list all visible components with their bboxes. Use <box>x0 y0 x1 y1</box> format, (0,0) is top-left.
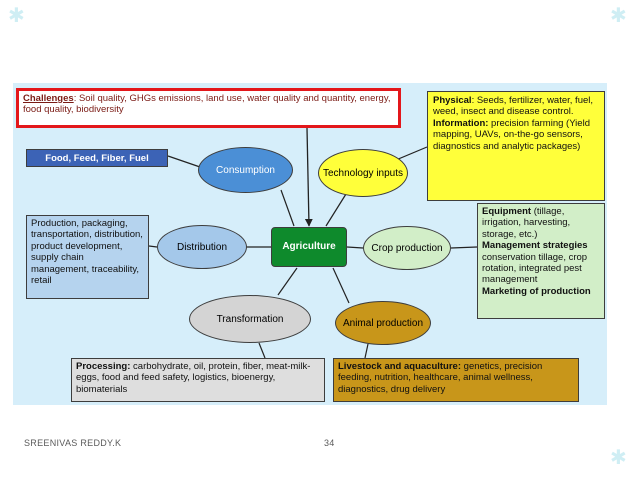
agriculture-node: Agriculture <box>271 227 347 267</box>
livestock-box <box>333 358 579 402</box>
corner-star-bottom-right: ✱ <box>610 447 627 469</box>
challenges-box <box>16 88 401 128</box>
line-animal-to-livestock <box>365 344 368 358</box>
processing-label: Processing: <box>76 361 131 372</box>
animal-node: Animal production <box>335 301 431 345</box>
challenges-text: : Soil quality, GHGs emissions, land use, water quality and quantity, energy, food quality, biodiversity <box>23 93 391 116</box>
line-agriculture-to-crop <box>347 247 363 248</box>
marketing-label: Marketing of production <box>482 285 591 297</box>
management-label: Management strategies <box>482 240 588 252</box>
information-text: precision farming (Yield mapping, UAVs, on-the-go sensors, diagnostics and analytic packages) <box>433 117 590 152</box>
livestock-label: Livestock and aquaculture: <box>338 361 462 372</box>
footer-author: SREENIVAS REDDY.K <box>24 438 122 448</box>
diagram-panel <box>13 83 607 405</box>
management-text: conservation tillage, crop rotation, integrated pest management <box>482 251 588 286</box>
distribution-node: Distribution <box>157 225 247 269</box>
equipment-label: Equipment <box>482 206 532 217</box>
corner-star-top-left: ✱ <box>8 5 25 27</box>
consumption-node: Consumption <box>198 147 293 193</box>
line-consumption-to-agriculture <box>281 190 294 226</box>
line-food-to-consumption <box>168 156 200 167</box>
crop-box <box>477 203 605 319</box>
challenges-label: Challenges <box>23 93 74 104</box>
line-distribution-box-to-oval <box>149 246 157 247</box>
physical-box <box>427 91 605 201</box>
physical-label: Physical <box>433 95 472 106</box>
food-feed-box: Food, Feed, Fiber, Fuel <box>26 149 168 167</box>
livestock-text: genetics, precision feeding, nutrition, healthcare, animal wellness, diagnostics, drug delivery <box>338 361 543 395</box>
line-technology-to-agriculture <box>326 194 346 226</box>
footer-page-number: 34 <box>324 438 335 448</box>
line-agriculture-to-animal <box>333 268 349 303</box>
line-crop-to-equipment-box <box>451 247 477 248</box>
processing-box <box>71 358 325 402</box>
distribution-box: Production, packaging, transportation, distribution, product development, supply chain management, traceability, retail <box>26 215 149 299</box>
information-label: Information: <box>433 117 489 129</box>
equipment-text: (tillage, irrigation, harvesting, storage, etc.) <box>482 206 571 240</box>
line-agriculture-to-transformation <box>278 268 297 295</box>
crop-node: Crop production <box>363 226 451 270</box>
processing-text: carbohydrate, oil, protein, fiber, meat-milk-eggs, food and feed safety, logistics, bioenergy, biomaterials <box>76 361 311 395</box>
line-transformation-to-processing <box>259 343 265 358</box>
technology-node: Technology inputs <box>318 149 408 197</box>
transformation-node: Transformation <box>189 295 311 343</box>
corner-star-top-right: ✱ <box>610 5 627 27</box>
arrow-challenges-to-agriculture <box>307 128 309 226</box>
physical-text: : Seeds, fertilizer, water, fuel, weed, insect and disease control. <box>433 95 594 118</box>
